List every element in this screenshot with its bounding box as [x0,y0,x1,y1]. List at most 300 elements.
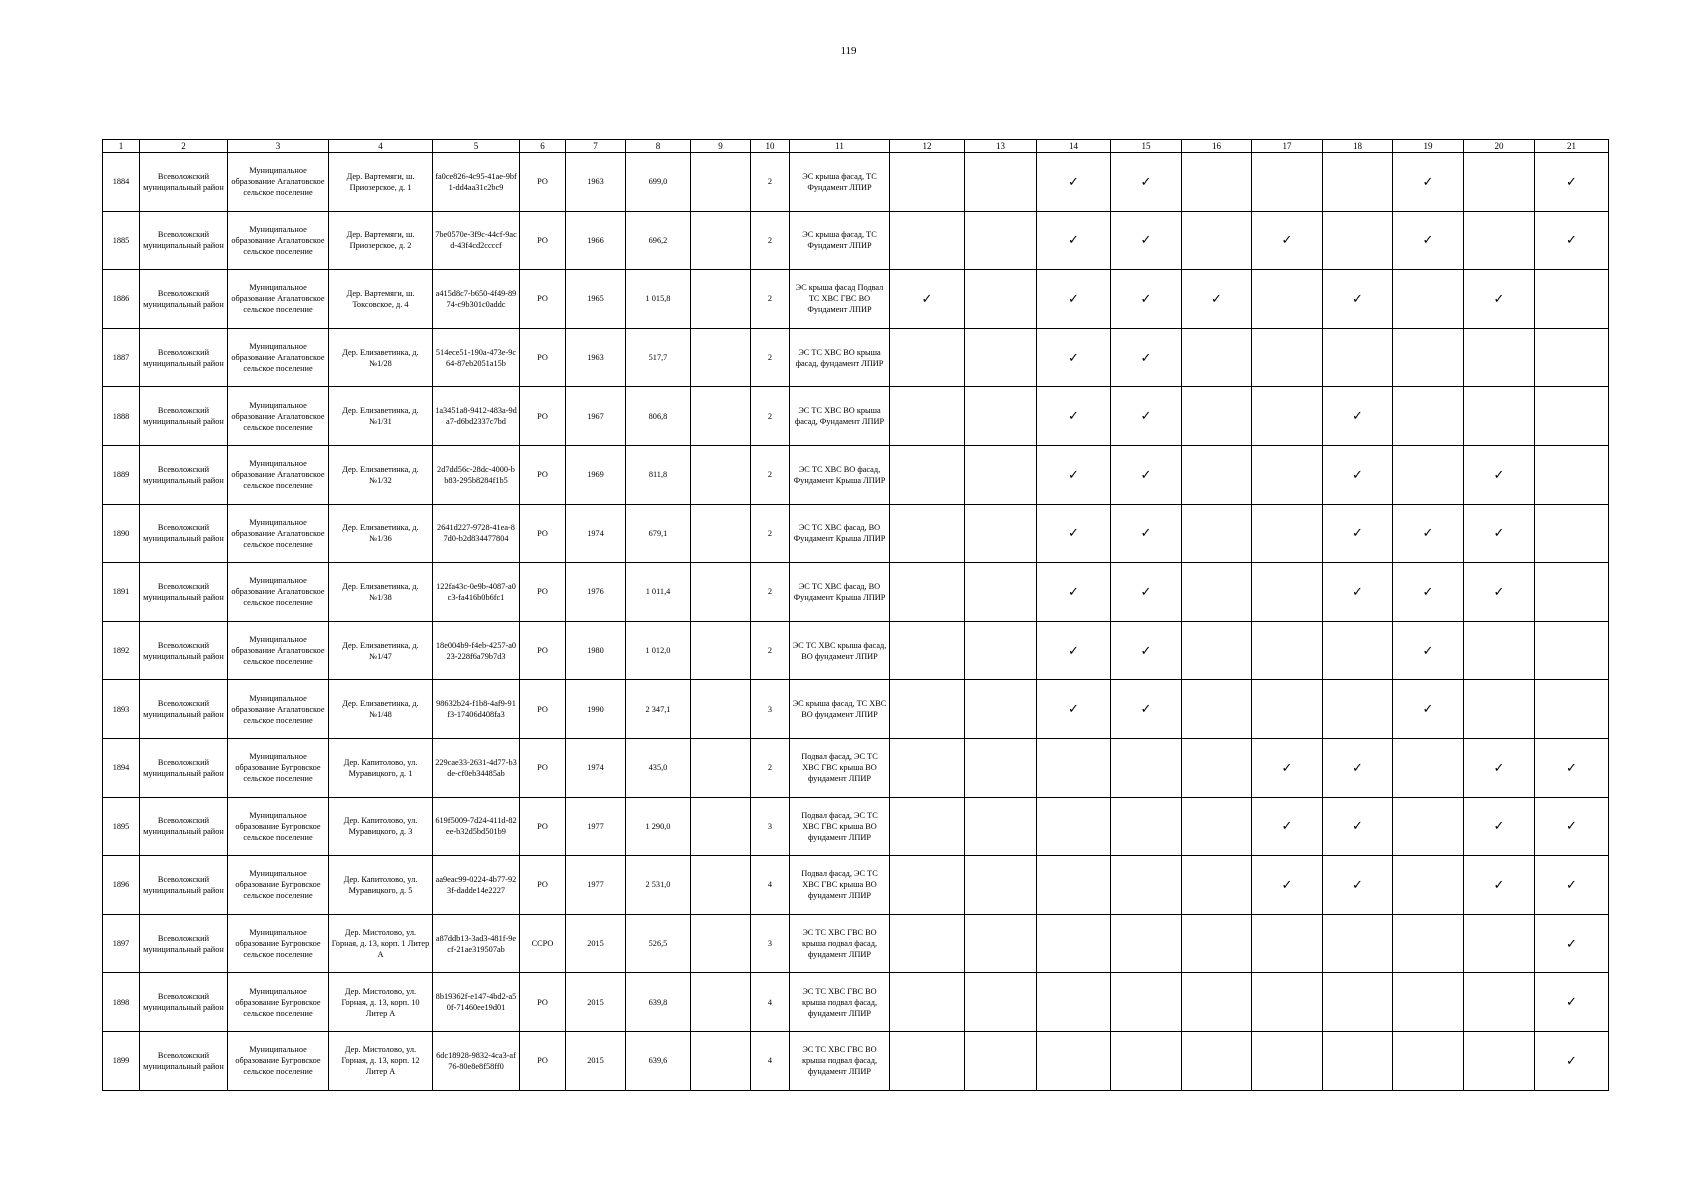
checkmark-icon: ✓ [1140,466,1152,482]
floors-cell: 3 [751,680,790,739]
check-cell-col-20 [1464,680,1535,739]
check-cell-col-19 [1393,973,1464,1032]
check-cell-col-12 [890,211,965,270]
district-cell: Всеволожский муниципальный район [140,973,228,1032]
check-cell-col-12 [890,387,965,446]
settlement-cell: Муниципальное образование Агалатовское сельское поселение [228,680,329,739]
district-cell: Всеволожский муниципальный район [140,621,228,680]
check-cell-col-13 [965,797,1037,856]
check-cell-col-19 [1393,328,1464,387]
column-9-cell [691,738,751,797]
year-cell: 1977 [566,856,626,915]
check-cell-col-12 [890,856,965,915]
checkmark-icon: ✓ [1566,994,1577,1010]
check-cell-col-15 [1111,504,1182,563]
check-cell-col-12 [890,738,965,797]
checkmark-icon: ✓ [1566,173,1577,189]
year-cell: 1967 [566,387,626,446]
settlement-cell: Муниципальное образование Агалатовское сельское поселение [228,621,329,680]
check-cell-col-19 [1393,387,1464,446]
check-cell-col-16 [1182,973,1252,1032]
check-cell-col-21 [1535,1031,1609,1090]
column-header-12: 12 [890,140,965,153]
check-cell-col-18 [1323,504,1393,563]
column-9-cell [691,680,751,739]
check-cell-col-17 [1252,504,1323,563]
form-cell: РО [520,387,566,446]
row-number-cell: 1896 [103,856,140,915]
check-cell-col-14 [1037,680,1111,739]
settlement-cell: Муниципальное образование Агалатовское сельское поселение [228,563,329,622]
check-cell-col-15 [1111,680,1182,739]
works-cell: Подвал фасад, ЭС ТС ХВС ГВС крыша ВО фундамент ЛПИР [790,797,890,856]
checkmark-icon: ✓ [1493,525,1505,541]
floors-cell: 3 [751,914,790,973]
column-header-13: 13 [965,140,1037,153]
register-table [102,139,1609,1091]
area-cell: 1 012,0 [626,621,691,680]
checkmark-icon: ✓ [1352,583,1363,599]
form-cell: РО [520,680,566,739]
check-cell-col-20 [1464,1031,1535,1090]
check-cell-col-21 [1535,387,1609,446]
address-cell: Дер. Мистолово, ул. Горная, д. 13, корп. 10 Литер А [329,973,433,1032]
check-cell-col-12 [890,504,965,563]
checkmark-icon: ✓ [1352,290,1363,306]
settlement-cell: Муниципальное образование Агалатовское сельское поселение [228,328,329,387]
district-cell: Всеволожский муниципальный район [140,563,228,622]
check-cell-col-18 [1323,738,1393,797]
column-header-10: 10 [751,140,790,153]
check-cell-col-17 [1252,563,1323,622]
column-header-4: 4 [329,140,433,153]
check-cell-col-20 [1464,973,1535,1032]
check-cell-col-13 [965,621,1037,680]
area-cell: 1 290,0 [626,797,691,856]
check-cell-col-16 [1182,856,1252,915]
settlement-cell: Муниципальное образование Агалатовское сельское поселение [228,153,329,212]
check-cell-col-18 [1323,1031,1393,1090]
year-cell: 1963 [566,153,626,212]
floors-cell: 4 [751,1031,790,1090]
table-row [103,856,1609,915]
building-id-cell: a415d8c7-b650-4f49-8974-c9b301c0addc [433,270,520,329]
floors-cell: 2 [751,621,790,680]
year-cell: 1990 [566,680,626,739]
area-cell: 639,6 [626,1031,691,1090]
check-cell-col-12 [890,621,965,680]
check-cell-col-17 [1252,856,1323,915]
address-cell: Дер. Вартемяги, ш. Приозерское, д. 2 [329,211,433,270]
settlement-cell: Муниципальное образование Агалатовское сельское поселение [228,445,329,504]
column-9-cell [691,504,751,563]
check-cell-col-12 [890,797,965,856]
check-cell-col-20 [1464,621,1535,680]
column-header-2: 2 [140,140,228,153]
check-cell-col-13 [965,914,1037,973]
check-cell-col-16 [1182,153,1252,212]
table-row [103,738,1609,797]
building-id-cell: 98632b24-f1b8-4af9-91f3-17406d408fa3 [433,680,520,739]
column-header-11: 11 [790,140,890,153]
building-id-cell: 229cae33-2631-4d77-b3de-cf0eb34485ab [433,738,520,797]
check-cell-col-21 [1535,504,1609,563]
checkmark-icon: ✓ [1493,583,1505,599]
checkmark-icon: ✓ [1422,173,1434,189]
area-cell: 517,7 [626,328,691,387]
check-cell-col-21 [1535,328,1609,387]
form-cell: РО [520,563,566,622]
form-cell: РО [520,973,566,1032]
address-cell: Дер. Капитолово, ул. Муравицкого, д. 3 [329,797,433,856]
checkmark-icon: ✓ [1140,290,1152,306]
check-cell-col-18 [1323,328,1393,387]
district-cell: Всеволожский муниципальный район [140,856,228,915]
checkmark-icon: ✓ [1493,466,1505,482]
check-cell-col-12 [890,328,965,387]
check-cell-col-12 [890,1031,965,1090]
works-cell: ЭС ТС ХВС ВО крыша фасад, фундамент ЛПИР [790,328,890,387]
column-9-cell [691,914,751,973]
check-cell-col-14 [1037,856,1111,915]
checkmark-icon: ✓ [1281,876,1293,892]
works-cell: ЭС ТС ХВС крыша фасад, ВО фундамент ЛПИР [790,621,890,680]
form-cell: РО [520,504,566,563]
column-9-cell [691,563,751,622]
works-cell: ЭС ТС ХВС ГВС ВО крыша подвал фасад, фундамент ЛПИР [790,1031,890,1090]
check-cell-col-16 [1182,328,1252,387]
check-cell-col-15 [1111,914,1182,973]
year-cell: 1963 [566,328,626,387]
check-cell-col-17 [1252,621,1323,680]
district-cell: Всеволожский муниципальный район [140,387,228,446]
district-cell: Всеволожский муниципальный район [140,680,228,739]
address-cell: Дер. Капитолово, ул. Муравицкого, д. 1 [329,738,433,797]
checkmark-icon: ✓ [1422,232,1434,248]
check-cell-col-16 [1182,797,1252,856]
check-cell-col-20 [1464,738,1535,797]
column-header-5: 5 [433,140,520,153]
check-cell-col-21 [1535,563,1609,622]
check-cell-col-12 [890,563,965,622]
area-cell: 699,0 [626,153,691,212]
row-number-cell: 1889 [103,445,140,504]
header-row [103,140,1609,153]
checkmark-icon: ✓ [1422,701,1434,717]
check-cell-col-21 [1535,738,1609,797]
check-cell-col-18 [1323,680,1393,739]
form-cell: РО [520,856,566,915]
check-cell-col-17 [1252,738,1323,797]
check-cell-col-20 [1464,856,1535,915]
checkmark-icon: ✓ [1422,583,1434,599]
checkmark-icon: ✓ [1352,818,1363,834]
check-cell-col-17 [1252,445,1323,504]
column-header-9: 9 [691,140,751,153]
check-cell-col-14 [1037,738,1111,797]
check-cell-col-16 [1182,1031,1252,1090]
check-cell-col-21 [1535,153,1609,212]
form-cell: РО [520,270,566,329]
checkmark-icon: ✓ [1566,1052,1577,1068]
check-cell-col-13 [965,563,1037,622]
check-cell-col-18 [1323,797,1393,856]
area-cell: 526,5 [626,914,691,973]
check-cell-col-20 [1464,387,1535,446]
building-id-cell: 619f5009-7d24-411d-82ee-b32d5bd501b9 [433,797,520,856]
check-cell-col-20 [1464,445,1535,504]
district-cell: Всеволожский муниципальный район [140,211,228,270]
checkmark-icon: ✓ [1281,232,1293,248]
row-number-cell: 1890 [103,504,140,563]
check-cell-col-20 [1464,328,1535,387]
column-header-20: 20 [1464,140,1535,153]
check-cell-col-19 [1393,621,1464,680]
checkmark-icon: ✓ [1352,408,1363,424]
check-cell-col-19 [1393,211,1464,270]
settlement-cell: Муниципальное образование Агалатовское сельское поселение [228,504,329,563]
check-cell-col-15 [1111,621,1182,680]
check-cell-col-12 [890,153,965,212]
check-cell-col-15 [1111,797,1182,856]
floors-cell: 2 [751,387,790,446]
check-cell-col-19 [1393,563,1464,622]
settlement-cell: Муниципальное образование Агалатовское сельское поселение [228,211,329,270]
year-cell: 1965 [566,270,626,329]
table-row [103,504,1609,563]
column-9-cell [691,621,751,680]
floors-cell: 2 [751,270,790,329]
checkmark-icon: ✓ [1140,583,1152,599]
check-cell-col-21 [1535,914,1609,973]
column-9-cell [691,153,751,212]
area-cell: 811,8 [626,445,691,504]
check-cell-col-16 [1182,504,1252,563]
area-cell: 435,0 [626,738,691,797]
checkmark-icon: ✓ [1140,642,1152,658]
district-cell: Всеволожский муниципальный район [140,738,228,797]
check-cell-col-14 [1037,504,1111,563]
district-cell: Всеволожский муниципальный район [140,504,228,563]
check-cell-col-14 [1037,153,1111,212]
column-9-cell [691,856,751,915]
works-cell: ЭС крыша фасад, ТС ХВС ВО фундамент ЛПИР [790,680,890,739]
form-cell: РО [520,738,566,797]
address-cell: Дер. Вартемяги, ш. Токсовское, д. 4 [329,270,433,329]
year-cell: 1974 [566,504,626,563]
check-cell-col-19 [1393,445,1464,504]
table-header [103,140,1609,153]
column-header-21: 21 [1535,140,1609,153]
checkmark-icon: ✓ [1140,701,1152,717]
check-cell-col-13 [965,328,1037,387]
area-cell: 639,8 [626,973,691,1032]
check-cell-col-15 [1111,856,1182,915]
floors-cell: 2 [751,738,790,797]
works-cell: ЭС ТС ХВС фасад, ВО Фундамент Крыша ЛПИР [790,504,890,563]
building-id-cell: 514ece51-190a-473e-9c64-87eb2051a15b [433,328,520,387]
check-cell-col-18 [1323,856,1393,915]
check-cell-col-13 [965,211,1037,270]
check-cell-col-17 [1252,211,1323,270]
checkmark-icon: ✓ [1068,232,1079,248]
settlement-cell: Муниципальное образование Агалатовское сельское поселение [228,387,329,446]
settlement-cell: Муниципальное образование Бугровское сельское поселение [228,797,329,856]
check-cell-col-14 [1037,621,1111,680]
checkmark-icon: ✓ [1566,935,1577,951]
row-number-cell: 1898 [103,973,140,1032]
page-number: 119 [840,45,857,57]
checkmark-icon: ✓ [1493,876,1505,892]
floors-cell: 2 [751,445,790,504]
check-cell-col-19 [1393,504,1464,563]
check-cell-col-16 [1182,680,1252,739]
district-cell: Всеволожский муниципальный район [140,1031,228,1090]
area-cell: 2 347,1 [626,680,691,739]
works-cell: ЭС ТС ХВС ВО фасад, Фундамент Крыша ЛПИР [790,445,890,504]
checkmark-icon: ✓ [1140,349,1152,365]
check-cell-col-18 [1323,153,1393,212]
year-cell: 1977 [566,797,626,856]
column-header-19: 19 [1393,140,1464,153]
column-header-3: 3 [228,140,329,153]
checkmark-icon: ✓ [1211,290,1222,306]
building-id-cell: 6dc18928-9832-4ca3-af76-80e8e8f58ff0 [433,1031,520,1090]
checkmark-icon: ✓ [1566,232,1577,248]
checkmark-icon: ✓ [1068,466,1079,482]
check-cell-col-16 [1182,621,1252,680]
form-cell: РО [520,211,566,270]
works-cell: ЭС ТС ХВС ГВС ВО крыша подвал фасад, фундамент ЛПИР [790,973,890,1032]
checkmark-icon: ✓ [1140,232,1152,248]
check-cell-col-18 [1323,563,1393,622]
check-cell-col-13 [965,504,1037,563]
area-cell: 696,2 [626,211,691,270]
year-cell: 1976 [566,563,626,622]
row-number-cell: 1884 [103,153,140,212]
area-cell: 679,1 [626,504,691,563]
check-cell-col-13 [965,270,1037,329]
column-9-cell [691,973,751,1032]
checkmark-icon: ✓ [1140,525,1152,541]
works-cell: Подвал фасад, ЭС ТС ХВС ГВС крыша ВО фундамент ЛПИР [790,738,890,797]
floors-cell: 4 [751,856,790,915]
check-cell-col-14 [1037,973,1111,1032]
check-cell-col-20 [1464,211,1535,270]
checkmark-icon: ✓ [1068,525,1079,541]
checkmark-icon: ✓ [1566,759,1577,775]
check-cell-col-20 [1464,563,1535,622]
floors-cell: 4 [751,973,790,1032]
check-cell-col-15 [1111,153,1182,212]
check-cell-col-16 [1182,270,1252,329]
district-cell: Всеволожский муниципальный район [140,153,228,212]
row-number-cell: 1891 [103,563,140,622]
address-cell: Дер. Елизаветинка, д. №1/47 [329,621,433,680]
settlement-cell: Муниципальное образование Бугровское сельское поселение [228,973,329,1032]
building-id-cell: 2d7dd56c-28dc-4000-bb83-295b8284f1b5 [433,445,520,504]
check-cell-col-17 [1252,797,1323,856]
settlement-cell: Муниципальное образование Бугровское сельское поселение [228,856,329,915]
building-id-cell: 1a3451a8-9412-483a-9da7-d6bd2337c7bd [433,387,520,446]
checkmark-icon: ✓ [1068,701,1079,717]
address-cell: Дер. Мистолово, ул. Горная, д. 13, корп. 1 Литер А [329,914,433,973]
settlement-cell: Муниципальное образование Бугровское сельское поселение [228,1031,329,1090]
check-cell-col-13 [965,387,1037,446]
check-cell-col-15 [1111,563,1182,622]
checkmark-icon: ✓ [1493,290,1505,306]
check-cell-col-13 [965,738,1037,797]
column-header-15: 15 [1111,140,1182,153]
row-number-cell: 1894 [103,738,140,797]
column-9-cell [691,797,751,856]
check-cell-col-15 [1111,387,1182,446]
check-cell-col-15 [1111,211,1182,270]
check-cell-col-14 [1037,914,1111,973]
check-cell-col-14 [1037,328,1111,387]
check-cell-col-21 [1535,797,1609,856]
check-cell-col-14 [1037,270,1111,329]
check-cell-col-19 [1393,153,1464,212]
checkmark-icon: ✓ [1566,876,1577,892]
check-cell-col-18 [1323,445,1393,504]
check-cell-col-19 [1393,270,1464,329]
check-cell-col-14 [1037,797,1111,856]
check-cell-col-18 [1323,211,1393,270]
district-cell: Всеволожский муниципальный район [140,797,228,856]
checkmark-icon: ✓ [1140,173,1152,189]
column-header-17: 17 [1252,140,1323,153]
form-cell: РО [520,153,566,212]
district-cell: Всеволожский муниципальный район [140,445,228,504]
check-cell-col-14 [1037,1031,1111,1090]
table-row [103,797,1609,856]
row-number-cell: 1892 [103,621,140,680]
table-row [103,973,1609,1032]
table-row [103,445,1609,504]
check-cell-col-16 [1182,914,1252,973]
checkmark-icon: ✓ [1140,408,1152,424]
year-cell: 1969 [566,445,626,504]
check-cell-col-21 [1535,445,1609,504]
works-cell: Подвал фасад, ЭС ТС ХВС ГВС крыша ВО фундамент ЛПИР [790,856,890,915]
check-cell-col-18 [1323,914,1393,973]
check-cell-col-16 [1182,445,1252,504]
column-9-cell [691,445,751,504]
check-cell-col-19 [1393,738,1464,797]
check-cell-col-19 [1393,680,1464,739]
check-cell-col-21 [1535,621,1609,680]
form-cell: РО [520,797,566,856]
check-cell-col-14 [1037,445,1111,504]
check-cell-col-21 [1535,973,1609,1032]
row-number-cell: 1899 [103,1031,140,1090]
check-cell-col-18 [1323,270,1393,329]
check-cell-col-20 [1464,504,1535,563]
checkmark-icon: ✓ [1068,290,1079,306]
address-cell: Дер. Елизаветинка, д. №1/36 [329,504,433,563]
table-row [103,914,1609,973]
settlement-cell: Муниципальное образование Бугровское сельское поселение [228,914,329,973]
year-cell: 1966 [566,211,626,270]
checkmark-icon: ✓ [1068,173,1079,189]
row-number-cell: 1886 [103,270,140,329]
year-cell: 2015 [566,914,626,973]
row-number-cell: 1895 [103,797,140,856]
checkmark-icon: ✓ [1352,876,1363,892]
floors-cell: 3 [751,797,790,856]
check-cell-col-16 [1182,387,1252,446]
